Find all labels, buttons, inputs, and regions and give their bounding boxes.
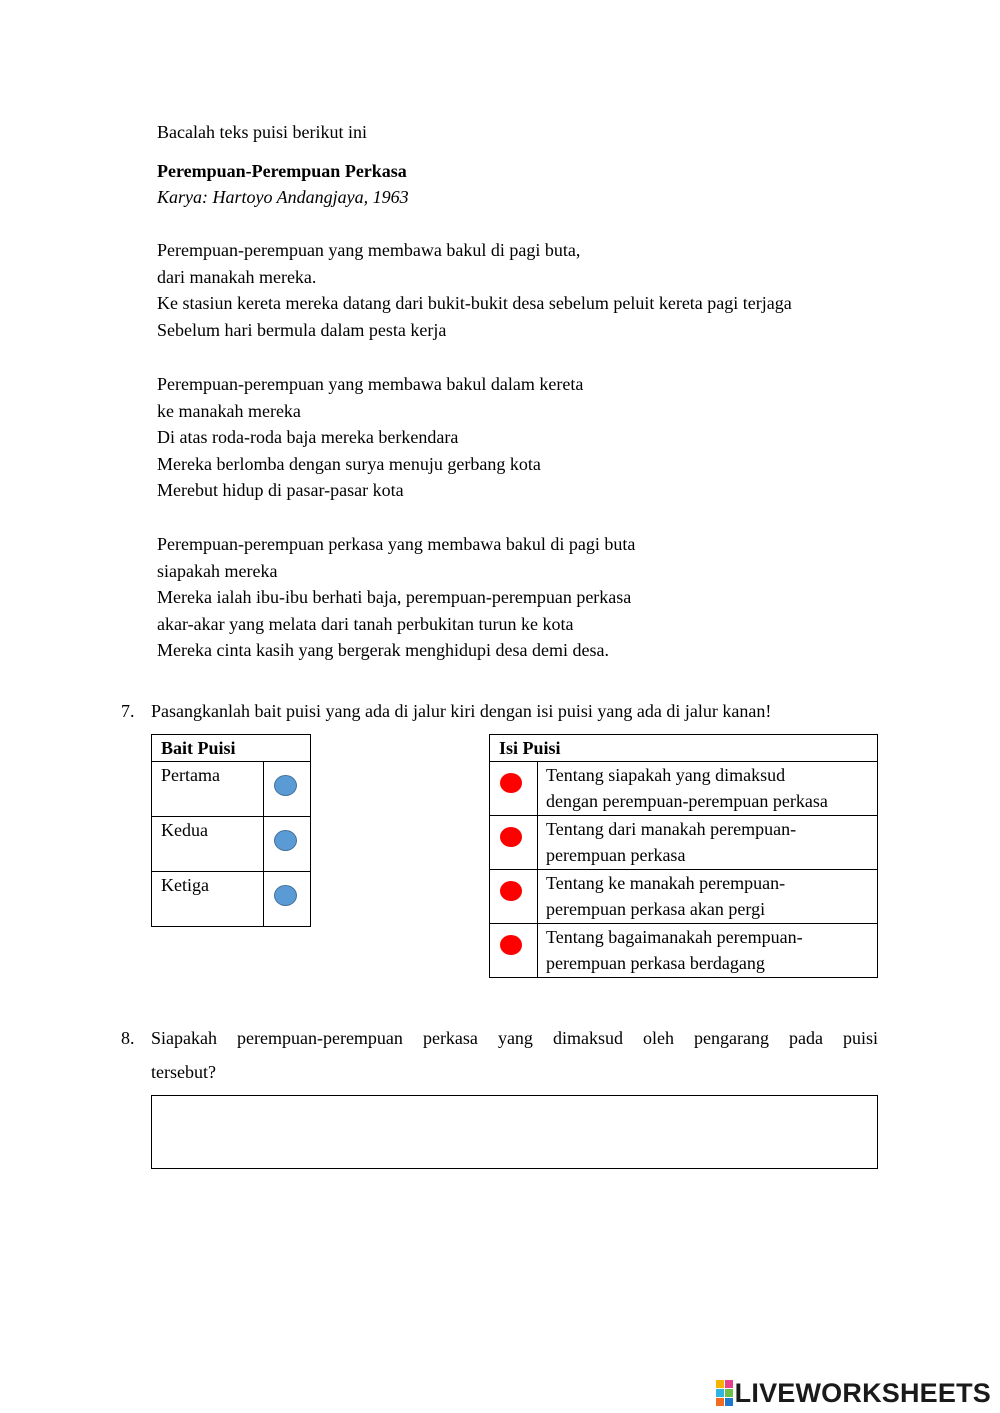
question-8-text: Siapakah perempuan-perempuan perkasa yang dimaksud oleh pengarang pada puisi bbox=[151, 1028, 878, 1048]
liveworksheets-logo bbox=[716, 1378, 991, 1408]
logo-blocks-icon bbox=[716, 1380, 733, 1406]
poem-line: Di atas roda-roda baja mereka berkendara bbox=[157, 427, 459, 447]
poem-line: Perempuan-perempuan yang membawa bakul di pagi buta, bbox=[157, 240, 581, 260]
poem-stanza-3 bbox=[157, 531, 635, 664]
isi-line: Tentang bagaimanakah perempuan- bbox=[546, 927, 803, 947]
bait-puisi-table bbox=[151, 734, 311, 927]
poem-line: siapakah mereka bbox=[157, 560, 278, 581]
isi-line: dengan perempuan-perempuan perkasa bbox=[546, 791, 828, 811]
isi-line: Tentang siapakah yang dimaksud bbox=[546, 765, 786, 785]
bait-label-ketiga: Ketiga bbox=[152, 872, 264, 927]
match-dot-right-3[interactable] bbox=[500, 881, 522, 901]
poem-line: Mereka ialah ibu-ibu berhati baja, perempuan-perempuan perkasa bbox=[157, 587, 632, 607]
question-7-text: Pasangkanlah bait puisi yang ada di jalur kiri dengan isi puisi yang ada di jalur kanan! bbox=[151, 701, 772, 721]
match-dot-left-1[interactable] bbox=[274, 775, 297, 796]
match-dot-left-2[interactable] bbox=[274, 830, 297, 851]
isi-line: perempuan perkasa bbox=[546, 845, 686, 865]
poem-line: ke manakah mereka bbox=[157, 400, 301, 421]
poem-stanza-2 bbox=[157, 371, 583, 504]
poem-line: Perempuan-perempuan perkasa yang membawa bakul di pagi buta bbox=[157, 534, 636, 554]
match-dot-right-4[interactable] bbox=[500, 935, 522, 955]
bait-label-kedua: Kedua bbox=[152, 817, 264, 872]
poem-line: Mereka cinta kasih yang bergerak menghidupi desa demi desa. bbox=[157, 640, 610, 660]
isi-line: perempuan perkasa berdagang bbox=[546, 953, 765, 973]
isi-puisi-table bbox=[489, 734, 878, 978]
poem-line: Merebut hidup di pasar-pasar kota bbox=[157, 480, 404, 500]
bait-puisi-header: Bait Puisi bbox=[152, 735, 311, 762]
isi-description bbox=[538, 816, 878, 870]
poem-stanza-1 bbox=[157, 237, 792, 343]
match-dot-right-1[interactable] bbox=[500, 773, 522, 793]
isi-description bbox=[538, 762, 878, 816]
isi-description bbox=[538, 870, 878, 924]
question-7-number: 7. bbox=[121, 701, 135, 721]
answer-textbox[interactable] bbox=[151, 1095, 878, 1169]
match-dot-right-2[interactable] bbox=[500, 827, 522, 847]
isi-puisi-header: Isi Puisi bbox=[490, 735, 878, 762]
isi-line: Tentang dari manakah perempuan- bbox=[546, 819, 797, 839]
isi-line: perempuan perkasa akan pergi bbox=[546, 899, 766, 919]
match-dot-left-3[interactable] bbox=[274, 885, 297, 906]
poem-line: Perempuan-perempuan yang membawa bakul dalam kereta bbox=[157, 374, 584, 394]
poem-author: Karya: Hartoyo Andangjaya, 1963 bbox=[157, 187, 409, 207]
poem-line: Ke stasiun kereta mereka datang dari bukit-bukit desa sebelum peluit kereta pagi terjaga bbox=[157, 293, 792, 313]
poem-line: dari manakah mereka. bbox=[157, 266, 317, 287]
isi-description bbox=[538, 924, 878, 978]
poem-line: Sebelum hari bermula dalam pesta kerja bbox=[157, 319, 447, 340]
poem-title: Perempuan-Perempuan Perkasa bbox=[157, 161, 407, 181]
isi-line: Tentang ke manakah perempuan- bbox=[546, 873, 786, 893]
poem-line: akar-akar yang melata dari tanah perbukitan turun ke kota bbox=[157, 613, 574, 634]
bait-label-pertama: Pertama bbox=[152, 762, 264, 817]
question-8-text-continued: tersebut? bbox=[151, 1062, 216, 1082]
question-8-number: 8. bbox=[121, 1028, 135, 1048]
instruction-text: Bacalah teks puisi berikut ini bbox=[157, 122, 367, 142]
brand-name: LIVEWORKSHEETS bbox=[734, 1377, 991, 1408]
poem-line: Mereka berlomba dengan surya menuju gerbang kota bbox=[157, 453, 541, 474]
